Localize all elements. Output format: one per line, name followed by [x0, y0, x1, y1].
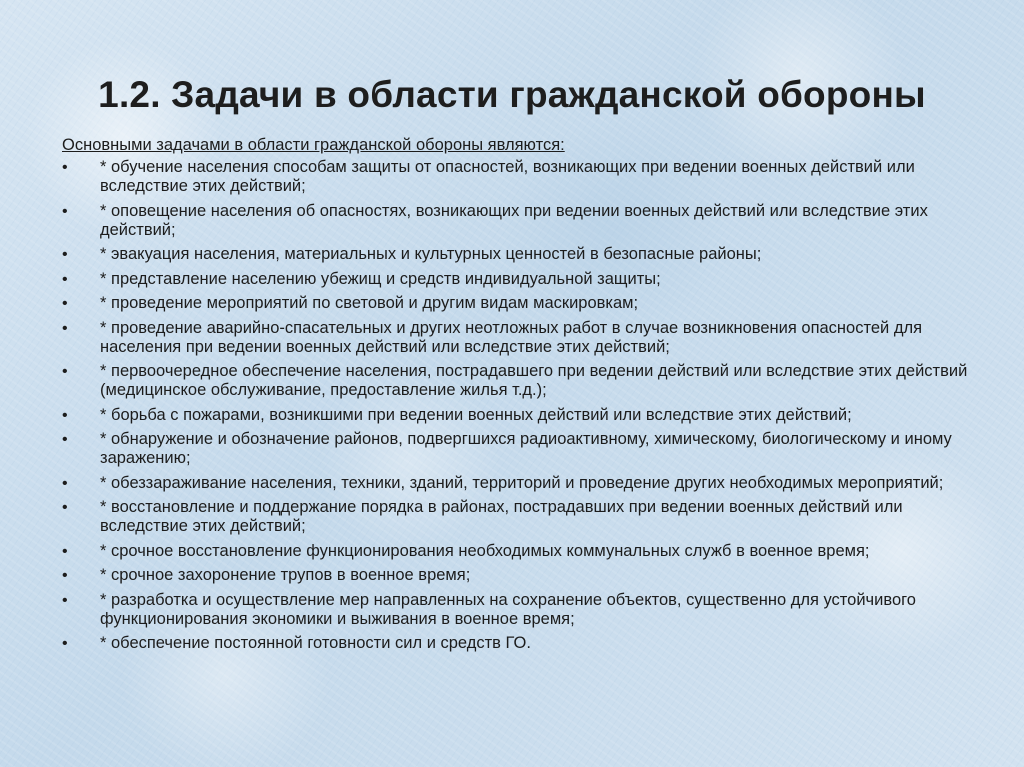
list-item	[62, 294, 974, 313]
list-item-text: * обучение населения способам защиты от опасностей, возникающих при ведении военных действий или вследствие этих действий;	[100, 158, 915, 195]
list-item-text: * эвакуация населения, материальных и культурных ценностей в безопасные районы;	[100, 245, 762, 263]
list-item	[62, 566, 974, 585]
list-item-text: * первоочередное обеспечение населения, пострадавшего при ведении действий или вследствие этих действий (медицинское обслуживание, предоставление жилья т.д.);	[100, 362, 968, 399]
bullet-icon: •	[62, 591, 68, 609]
list-item-text: * разработка и осуществление мер направленных на сохранение объектов, существенно для устойчивого функционирования экономики и выживания в военное время;	[100, 590, 916, 628]
list-item	[62, 245, 974, 264]
bullet-icon: •	[62, 319, 68, 337]
list-item	[62, 158, 974, 196]
list-item-text: * срочное захоронение трупов в военное время;	[100, 566, 471, 584]
list-item	[62, 542, 974, 561]
list-item-text: * борьба с пожарами, возникшими при ведении военных действий или вследствие этих действий;	[100, 405, 852, 424]
list-item-text: * срочное восстановление функционирования необходимых коммунальных служб в военное время;	[100, 541, 870, 560]
slide-title: 1.2. Задачи в области гражданской обороны	[98, 74, 926, 115]
bullet-icon: •	[62, 295, 68, 312]
list-item-text: * обеспечение постоянной готовности сил и средств ГО.	[100, 634, 531, 652]
list-item-text: * проведение мероприятий по световой и другим видам маскировкам;	[100, 294, 639, 312]
bullet-icon: •	[62, 542, 68, 560]
list-item	[62, 319, 974, 357]
bullet-icon: •	[62, 363, 68, 380]
bullet-icon: •	[62, 499, 68, 516]
bullet-icon: •	[62, 431, 68, 448]
list-item	[62, 202, 974, 240]
list-item	[62, 406, 974, 425]
list-item-text: * обеззараживание населения, техники, зданий, территорий и проведение других необходимых мероприятий;	[100, 473, 944, 492]
task-list	[62, 158, 974, 653]
list-item-text: * обнаружение и обозначение районов, подвергшихся радиоактивному, химическому, биологическому и иному заражению;	[100, 430, 952, 467]
list-item	[62, 430, 974, 468]
list-item	[62, 498, 974, 536]
bullet-icon: •	[62, 270, 68, 288]
list-item	[62, 634, 974, 653]
slide-content	[62, 136, 974, 659]
list-item-text: * проведение аварийно-спасательных и других неотложных работ в случае возникновения опасностей для населения при ведении военных действий или вследствие этих действий;	[100, 318, 923, 356]
list-item-text: * оповещение населения об опасностях, возникающих при ведении военных действий или вследствие этих действий;	[100, 201, 928, 239]
list-item-text: * восстановление и поддержание порядка в районах, пострадавших при ведении военных действий или вследствие этих действий;	[100, 498, 903, 535]
list-item	[62, 591, 974, 629]
bullet-icon: •	[62, 406, 68, 424]
bullet-icon: •	[62, 474, 68, 492]
list-item	[62, 270, 974, 289]
list-item-text: * представление населению убежищ и средств индивидуальной защиты;	[100, 269, 661, 288]
list-item	[62, 474, 974, 493]
list-item	[62, 362, 974, 400]
bullet-icon: •	[62, 567, 68, 584]
bullet-icon: •	[62, 246, 68, 263]
bullet-icon: •	[62, 635, 68, 652]
bullet-icon: •	[62, 159, 68, 176]
intro-text: Основными задачами в области гражданской обороны являются:	[62, 136, 565, 154]
bullet-icon: •	[62, 202, 68, 220]
